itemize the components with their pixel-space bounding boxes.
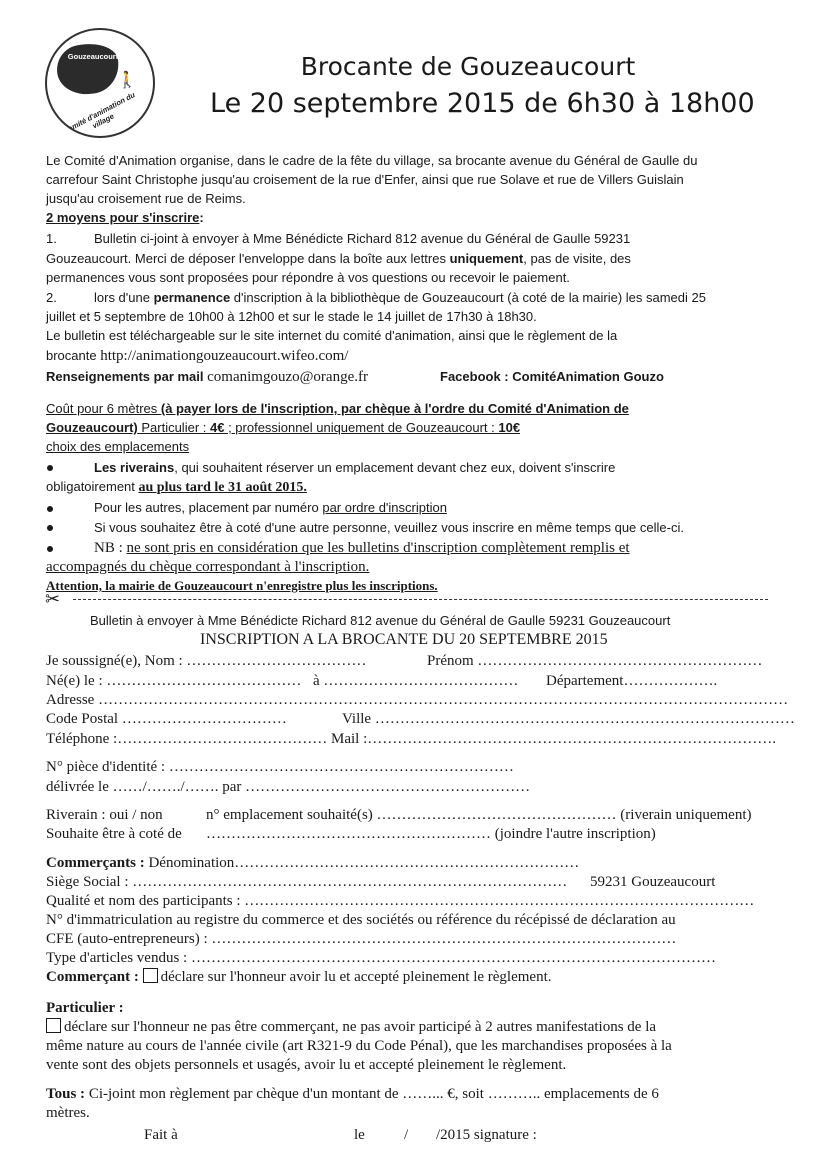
date-le-label: le xyxy=(354,1127,365,1143)
mail-contact: Renseignements par mail comanimgouzo@orange.fr xyxy=(46,369,368,385)
emplacement-field[interactable]: ………………………………………… xyxy=(376,807,617,823)
riverain-choice[interactable]: Riverain : oui / non xyxy=(46,807,163,823)
intro-line-1: Le Comité d'Animation organise, dans le cadre de la fête du village, sa brocante avenue du Général de Gaulle du xyxy=(46,153,698,168)
denomination-field[interactable]: …………………………………………………………… xyxy=(234,855,580,871)
bullet-autres: Pour les autres, placement par numéro par ordre d'inscription xyxy=(94,500,447,515)
page-title: Brocante de Gouzeaucourt xyxy=(300,52,636,81)
cost-line-1: Coût pour 6 mètres (à payer lors de l'inscription, par chèque à l'ordre du Comité d'Animation de xyxy=(46,401,629,416)
intro-line-3: jusqu'au croisement rue de Reims. xyxy=(46,191,246,206)
naissance-row: Né(e) le : ………………………………… xyxy=(46,673,302,689)
naissance-date-field[interactable]: ………………………………… xyxy=(106,673,302,689)
tous-line-1: Tous : Ci-joint mon règlement par chèque d'un montant de ……... €, soit ……….. emplacements de 6 xyxy=(46,1086,659,1102)
type-articles-field[interactable]: …………………………………………………………………………………………… xyxy=(190,950,716,966)
commercant-declaration: Commerçant : déclare sur l'honneur avoir lu et accepté pleinement le règlement. xyxy=(46,969,552,985)
delivree-row: délivrée le ……/……./……. par ………………………………………………… xyxy=(46,779,531,795)
logo-name: Gouzeaucourt xyxy=(67,52,119,61)
prenom-field[interactable]: ………………………………………………… xyxy=(477,653,763,669)
lieu-row: à ………………………………… xyxy=(313,673,519,689)
signature-label: /2015 signature : xyxy=(436,1127,537,1143)
commercants-row: Commerçants : Dénomination…………………………………………………………… xyxy=(46,855,580,871)
download-line-1: Le bulletin est téléchargeable sur le site internet du comité d'animation, ainsi que le règlement de la xyxy=(46,328,618,343)
code-postal-row: Code Postal …………………………… xyxy=(46,711,287,727)
departement-field[interactable]: ………………. xyxy=(623,673,718,689)
people-icon: 🚶 xyxy=(117,70,137,89)
intro-line-2: carrefour Saint Christophe jusqu'au croisement de la rue d'Enfer, ainsi que rue Solave et rue de Villers Guislain xyxy=(46,172,684,187)
download-line-2: brocante http://animationgouzeaucourt.wifeo.com/ xyxy=(46,348,349,364)
piece-identite-row: N° pièce d'identité : …………………………………………………………… xyxy=(46,759,514,775)
cost-line-2: Gouzeaucourt) Particulier : 4€ ; professionnel uniquement de Gouzeaucourt : 10€ xyxy=(46,420,521,435)
comite-logo xyxy=(45,28,155,138)
form-send-line: Bulletin à envoyer à Mme Bénédicte Richard 812 avenue du Général de Gaulle 59231 Gouzeaucourt xyxy=(90,613,671,628)
delivree-par-field[interactable]: ………………………………………………… xyxy=(245,779,531,795)
cut-line xyxy=(73,599,768,600)
scissors-icon: ✂ xyxy=(45,589,61,610)
item-1-line-2: Gouzeaucourt. Merci de déposer l'enveloppe dans la boîte aux lettres uniquement, pas de visite, des xyxy=(46,251,631,266)
siege-row: Siège Social : …………………………………………………………………………… xyxy=(46,874,568,890)
attention-notice: Attention, la mairie de Gouzeaucourt n'enregistre plus les inscriptions. xyxy=(46,578,438,593)
particulier-heading: Particulier : xyxy=(46,1000,124,1016)
ville-row: Ville ………………………………………………………………………… xyxy=(342,711,795,727)
cote-row: ………………………………………………… (joindre l'autre inscription) xyxy=(206,826,656,842)
departement-row: Département………………. xyxy=(546,673,718,689)
adresse-field[interactable]: ………………………………………………………………………………………………………………………… xyxy=(98,692,789,708)
bullet-icon xyxy=(47,525,53,531)
qualite-row: Qualité et nom des participants : ………………………………………………………………………………………… xyxy=(46,893,755,909)
nb-line-2: accompagnés du chèque correspondant à l'inscription. xyxy=(46,559,370,575)
item-2-line-2: juillet et 5 septembre de 10h00 à 12h00 et sur le stade le 14 juillet de 17h30 à 18h30. xyxy=(46,309,537,324)
item-1-number: 1. xyxy=(46,231,57,246)
prenom-row: Prénom ………………………………………………… xyxy=(427,653,763,669)
ville-field[interactable]: ………………………………………………………………………… xyxy=(374,711,795,727)
email-address[interactable]: comanimgouzo@orange.fr xyxy=(207,369,368,385)
qualite-field[interactable]: ………………………………………………………………………………………… xyxy=(244,893,755,909)
riverains-deadline: obligatoirement au plus tard le 31 août 2015. xyxy=(46,479,307,495)
siege-city: 59231 Gouzeaucourt xyxy=(590,874,716,890)
facebook-contact: Facebook : ComitéAnimation Gouzo xyxy=(440,369,664,384)
commercant-checkbox[interactable] xyxy=(143,968,158,983)
website-link[interactable]: http://animationgouzeaucourt.wifeo.com/ xyxy=(100,348,349,364)
form-title: INSCRIPTION A LA BROCANTE DU 20 SEPTEMBRE 2015 xyxy=(200,631,608,648)
immatriculation-field[interactable]: ………………………………………………………………………………… xyxy=(211,931,677,947)
logo-subtitle: Comité d'animation du village xyxy=(61,90,137,136)
item-2-line-1: lors d'une permanence d'inscription à la bibliothèque de Gouzeaucourt (à coté de la mairie) les samedi 25 xyxy=(94,290,706,305)
telephone-row: Téléphone :…………………………………… Mail :………………………………………………………………………. xyxy=(46,731,776,747)
event-date: Le 20 septembre 2015 de 6h30 à 18h00 xyxy=(210,88,755,119)
bullet-icon xyxy=(47,465,53,471)
bullet-riverains: Les riverains, qui souhaitent réserver un emplacement devant chez eux, doivent s'inscrire xyxy=(94,460,616,475)
particulier-checkbox[interactable] xyxy=(46,1018,61,1033)
cote-field[interactable]: ………………………………………………… xyxy=(206,826,491,842)
type-articles-row: Type d'articles vendus : …………………………………………………………………………………………… xyxy=(46,950,716,966)
telephone-field[interactable]: …………………………………… xyxy=(117,731,328,747)
code-postal-field[interactable]: …………………………… xyxy=(121,711,287,727)
item-1-line-3: permanences vous sont proposées pour répondre à vos questions ou recevoir le paiement. xyxy=(46,270,570,285)
bullet-nb: NB : ne sont pris en considération que les bulletins d'inscription complètement remplis et xyxy=(94,540,630,556)
particulier-line-3: vente sont des objets personnels et usagés, avoir lu et accepté pleinement le règlement. xyxy=(46,1057,567,1073)
emplacement-row: n° emplacement souhaité(s) ………………………………………… (riverain uniquement) xyxy=(206,807,752,823)
adresse-row: Adresse ………………………………………………………………………………………………………………………… xyxy=(46,692,789,708)
date-separator: / xyxy=(404,1127,409,1143)
village-map-shape xyxy=(54,40,122,98)
immatriculation-line-1: N° d'immatriculation au registre du commerce et des sociétés ou référence du récépissé de déclaration au xyxy=(46,912,676,928)
nom-row: Je soussigné(e), Nom : ……………………………… xyxy=(46,653,367,669)
tous-line-2: mètres. xyxy=(46,1105,90,1121)
moyens-heading: 2 moyens pour s'inscrire: xyxy=(46,210,204,225)
lieu-naissance-field[interactable]: ………………………………… xyxy=(323,673,519,689)
item-1-line-1: Bulletin ci-joint à envoyer à Mme Bénédicte Richard 812 avenue du Général de Gaulle 59231 xyxy=(94,231,631,246)
bullet-icon xyxy=(47,506,53,512)
nom-field[interactable]: ……………………………… xyxy=(186,653,367,669)
siege-field[interactable]: …………………………………………………………………………… xyxy=(132,874,568,890)
bullet-cote: Si vous souhaitez être à coté d'une autre personne, veuillez vous inscrire en même temps que celle-ci. xyxy=(94,520,684,535)
choix-emplacements: choix des emplacements xyxy=(46,439,190,454)
bullet-icon xyxy=(47,546,53,552)
item-2-number: 2. xyxy=(46,290,57,305)
fait-a-label: Fait à xyxy=(144,1127,178,1143)
cote-label: Souhaite être à coté de xyxy=(46,826,182,842)
piece-identite-field[interactable]: …………………………………………………………… xyxy=(168,759,514,775)
delivree-date-field[interactable]: ……/……./……. xyxy=(112,779,223,795)
particulier-line-1: déclare sur l'honneur ne pas être commerçant, ne pas avoir participé à 2 autres manifestations de la xyxy=(46,1018,656,1036)
immatriculation-row: CFE (auto-entrepreneurs) : ………………………………………………………………………………… xyxy=(46,931,677,947)
particulier-line-2: même nature au cours de l'année civile (art R321-9 du Code Pénal), que les marchandises proposées à la xyxy=(46,1038,672,1054)
mail-field[interactable]: :………………………………………………………………………. xyxy=(363,731,776,747)
